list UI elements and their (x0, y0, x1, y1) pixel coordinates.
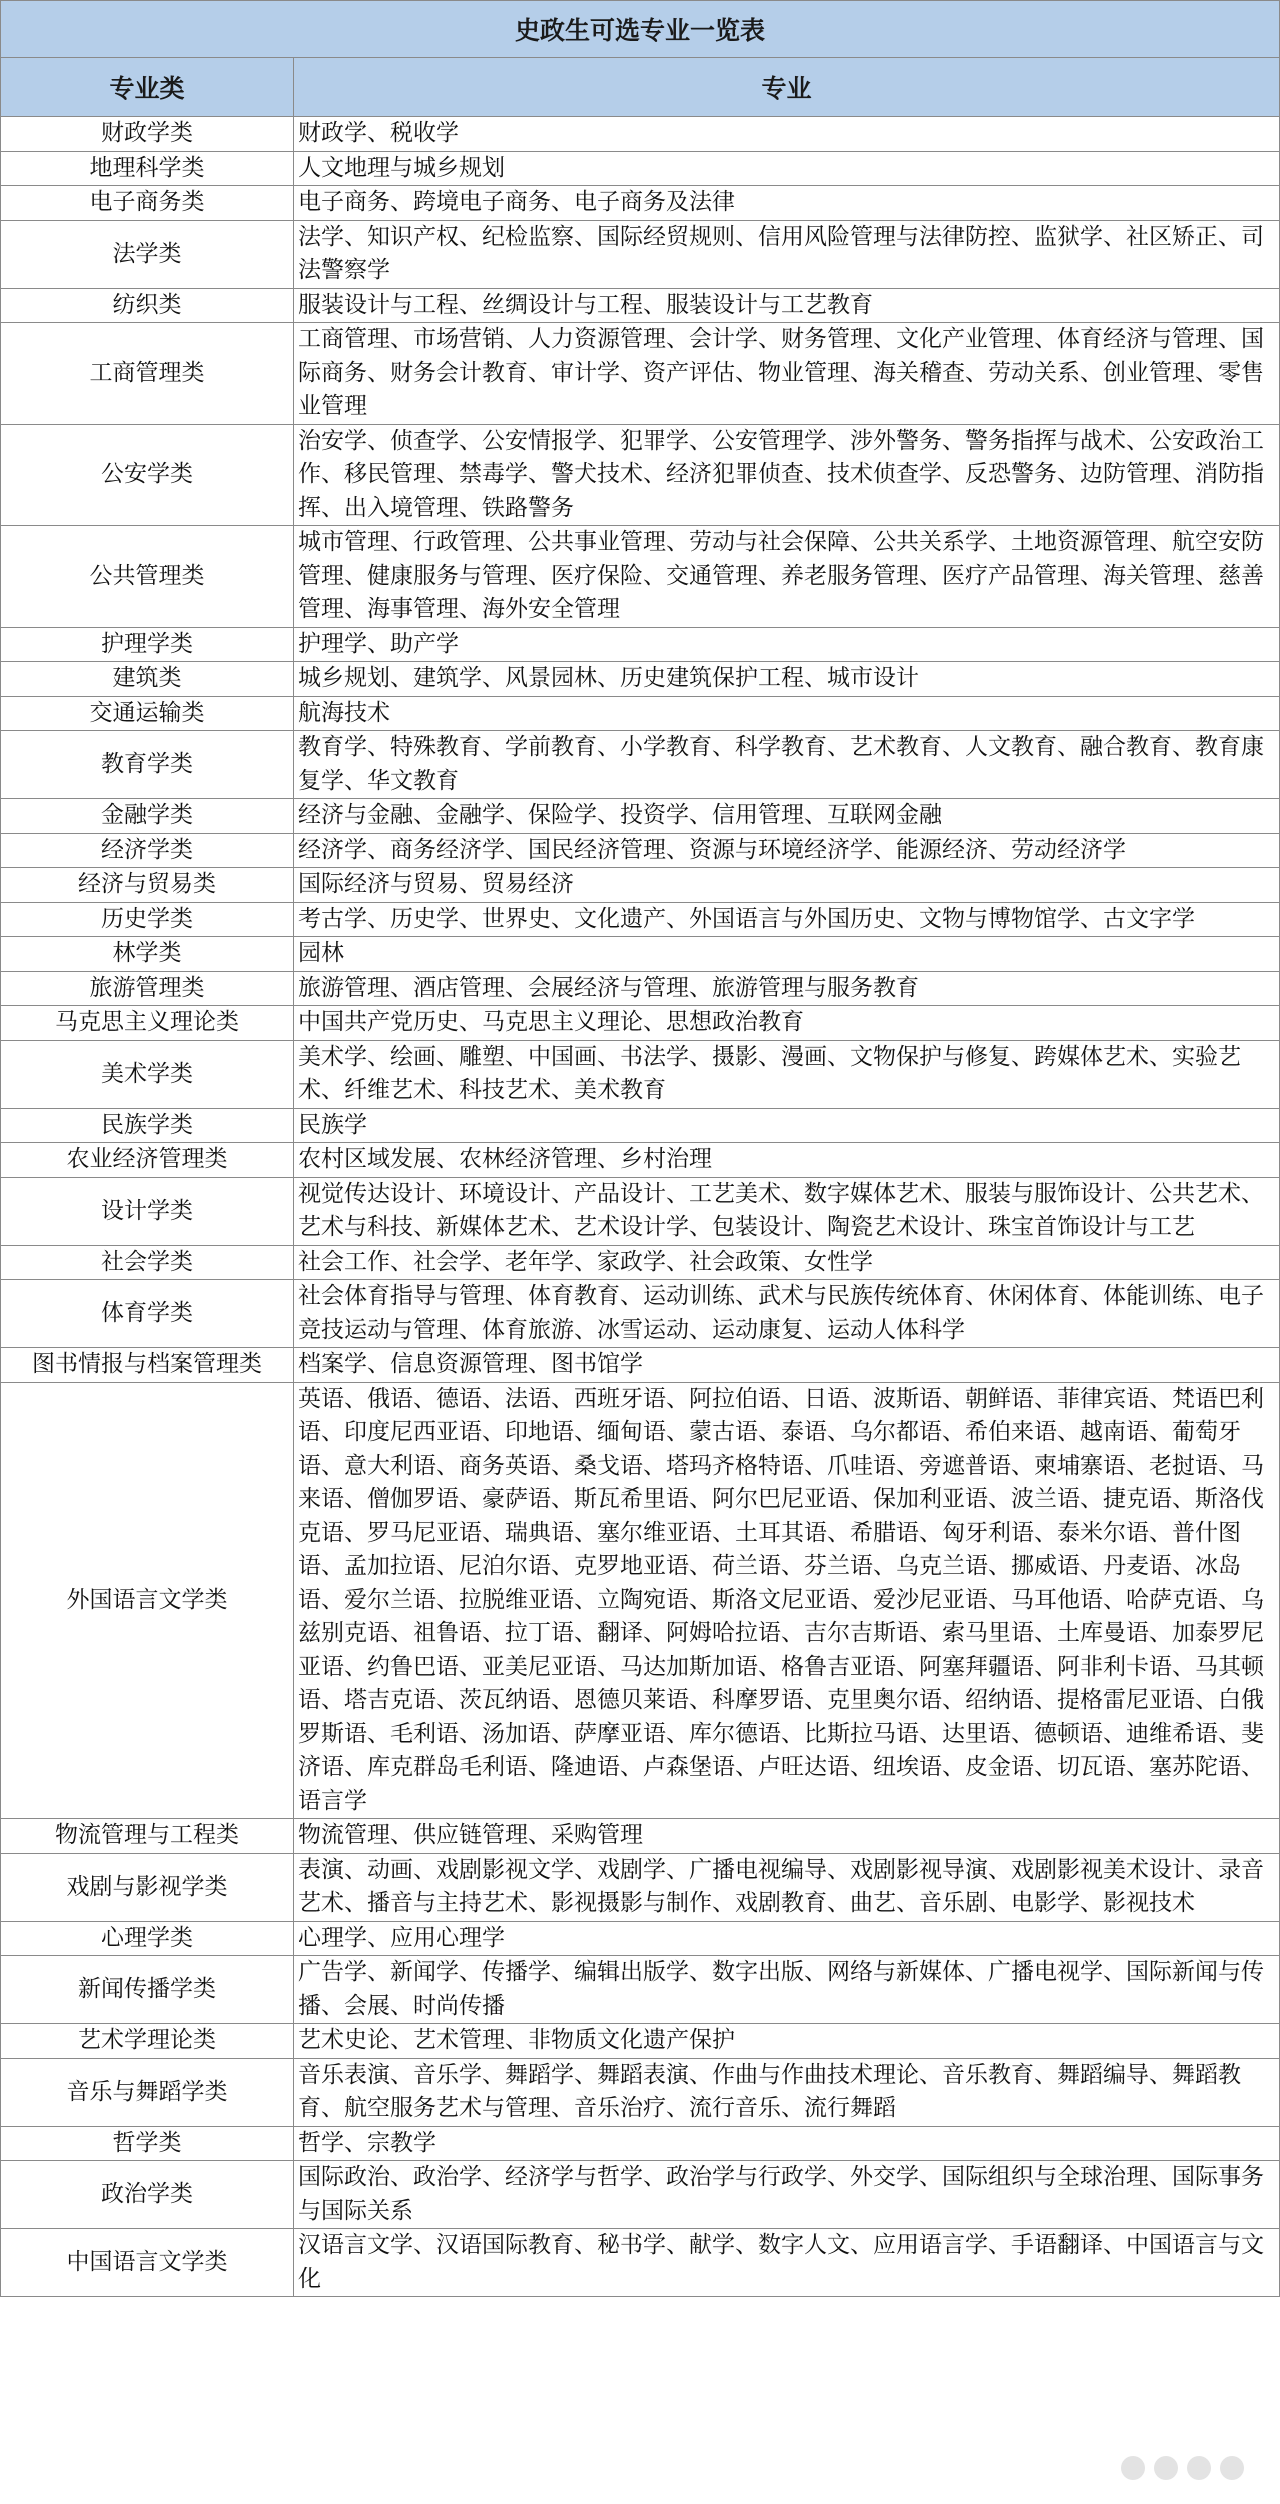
majors-cell: 档案学、信息资源管理、图书馆学 (294, 1348, 1280, 1383)
category-cell: 艺术学理论类 (1, 2024, 294, 2059)
majors-cell: 城乡规划、建筑学、风景园林、历史建筑保护工程、城市设计 (294, 662, 1280, 697)
table-row (1, 186, 1280, 221)
majors-cell: 美术学、绘画、雕塑、中国画、书法学、摄影、漫画、文物保护与修复、跨媒体艺术、实验艺术、纤维艺术、科技艺术、美术教育 (294, 1040, 1280, 1108)
table-row (1, 323, 1280, 425)
table-row (1, 799, 1280, 834)
table-row (1, 868, 1280, 903)
category-cell: 美术学类 (1, 1040, 294, 1108)
table-row (1, 2126, 1280, 2161)
category-cell: 图书情报与档案管理类 (1, 1348, 294, 1383)
category-cell: 音乐与舞蹈学类 (1, 2058, 294, 2126)
category-cell: 中国语言文学类 (1, 2229, 294, 2297)
header-row (1, 58, 1280, 117)
table-row (1, 151, 1280, 186)
majors-cell: 护理学、助产学 (294, 627, 1280, 662)
table-row (1, 526, 1280, 628)
table-row (1, 1819, 1280, 1854)
category-cell: 农业经济管理类 (1, 1143, 294, 1178)
majors-cell: 旅游管理、酒店管理、会展经济与管理、旅游管理与服务教育 (294, 971, 1280, 1006)
majors-cell: 音乐表演、音乐学、舞蹈学、舞蹈表演、作曲与作曲技术理论、音乐教育、舞蹈编导、舞蹈教育、航空服务艺术与管理、音乐治疗、流行音乐、流行舞蹈 (294, 2058, 1280, 2126)
majors-cell: 民族学 (294, 1108, 1280, 1143)
category-cell: 法学类 (1, 220, 294, 288)
category-cell: 经济学类 (1, 833, 294, 868)
majors-cell: 财政学、税收学 (294, 117, 1280, 152)
majors-cell: 航海技术 (294, 696, 1280, 731)
table-row (1, 2161, 1280, 2229)
header-majors: 专业 (294, 58, 1280, 117)
table-row (1, 1108, 1280, 1143)
majors-cell: 人文地理与城乡规划 (294, 151, 1280, 186)
category-cell: 哲学类 (1, 2126, 294, 2161)
table-row (1, 696, 1280, 731)
category-cell: 民族学类 (1, 1108, 294, 1143)
category-cell: 设计学类 (1, 1177, 294, 1245)
category-cell: 工商管理类 (1, 323, 294, 425)
majors-cell: 农村区域发展、农林经济管理、乡村治理 (294, 1143, 1280, 1178)
category-cell: 公安学类 (1, 424, 294, 526)
table-row (1, 2229, 1280, 2297)
majors-cell: 视觉传达设计、环境设计、产品设计、工艺美术、数字媒体艺术、服装与服饰设计、公共艺术、艺术与科技、新媒体艺术、艺术设计学、包装设计、陶瓷艺术设计、珠宝首饰设计与工艺 (294, 1177, 1280, 1245)
category-cell: 体育学类 (1, 1280, 294, 1348)
watermark-dot-icon (1220, 2456, 1244, 2480)
table-body (1, 117, 1280, 2297)
table-row (1, 731, 1280, 799)
table-row (1, 1177, 1280, 1245)
majors-cell: 社会体育指导与管理、体育教育、运动训练、武术与民族传统体育、休闲体育、体能训练、电子竞技运动与管理、体育旅游、冰雪运动、运动康复、运动人体科学 (294, 1280, 1280, 1348)
majors-cell: 表演、动画、戏剧影视文学、戏剧学、广播电视编导、戏剧影视导演、戏剧影视美术设计、录音艺术、播音与主持艺术、影视摄影与制作、戏剧教育、曲艺、音乐剧、电影学、影视技术 (294, 1853, 1280, 1921)
category-cell: 林学类 (1, 937, 294, 972)
majors-cell: 城市管理、行政管理、公共事业管理、劳动与社会保障、公共关系学、土地资源管理、航空安防管理、健康服务与管理、医疗保险、交通管理、养老服务管理、医疗产品管理、海关管理、慈善管理、海事管理、海外安全管理 (294, 526, 1280, 628)
table-row (1, 1382, 1280, 1819)
category-cell: 社会学类 (1, 1245, 294, 1280)
category-cell: 财政学类 (1, 117, 294, 152)
category-cell: 护理学类 (1, 627, 294, 662)
table-row (1, 117, 1280, 152)
watermark-dot-icon (1187, 2456, 1211, 2480)
table-row (1, 288, 1280, 323)
category-cell: 历史学类 (1, 902, 294, 937)
category-cell: 心理学类 (1, 1921, 294, 1956)
majors-cell: 英语、俄语、德语、法语、西班牙语、阿拉伯语、日语、波斯语、朝鲜语、菲律宾语、梵语巴利语、印度尼西亚语、印地语、缅甸语、蒙古语、泰语、乌尔都语、希伯来语、越南语、葡萄牙语、意大利语、商务英语、桑戈语、塔玛齐格特语、爪哇语、旁遮普语、柬埔寨语、老挝语、马来语、僧伽罗语、豪萨语、斯瓦希里语、阿尔巴尼亚语、保加利亚语、波兰语、捷克语、斯洛伐克语、罗马尼亚语、瑞典语、塞尔维亚语、土耳其语、希腊语、匈牙利语、泰米尔语、普什图语、孟加拉语、尼泊尔语、克罗地亚语、荷兰语、芬兰语、乌克兰语、挪威语、丹麦语、冰岛语、爱尔兰语、拉脱维亚语、立陶宛语、斯洛文尼亚语、爱沙尼亚语、马耳他语、哈萨克语、乌兹别克语、祖鲁语、拉丁语、翻译、阿姆哈拉语、吉尔吉斯语、索马里语、土库曼语、加泰罗尼亚语、约鲁巴语、亚美尼亚语、马达加斯加语、格鲁吉亚语、阿塞拜疆语、阿非利卡语、马其顿语、塔吉克语、茨瓦纳语、恩德贝莱语、科摩罗语、克里奥尔语、绍纳语、提格雷尼亚语、白俄罗斯语、毛利语、汤加语、萨摩亚语、库尔德语、比斯拉马语、达里语、德顿语、迪维希语、斐济语、库克群岛毛利语、隆迪语、卢森堡语、卢旺达语、纽埃语、皮金语、切瓦语、塞苏陀语、语言学 (294, 1382, 1280, 1819)
majors-cell: 工商管理、市场营销、人力资源管理、会计学、财务管理、文化产业管理、体育经济与管理、国际商务、财务会计教育、审计学、资产评估、物业管理、海关稽查、劳动关系、创业管理、零售业管理 (294, 323, 1280, 425)
table-row (1, 1921, 1280, 1956)
table-row (1, 2058, 1280, 2126)
table-row (1, 1006, 1280, 1041)
table-row (1, 2024, 1280, 2059)
category-cell: 交通运输类 (1, 696, 294, 731)
majors-cell: 教育学、特殊教育、学前教育、小学教育、科学教育、艺术教育、人文教育、融合教育、教育康复学、华文教育 (294, 731, 1280, 799)
title-row (1, 1, 1280, 58)
table-row (1, 1853, 1280, 1921)
majors-cell: 国际政治、政治学、经济学与哲学、政治学与行政学、外交学、国际组织与全球治理、国际事务与国际关系 (294, 2161, 1280, 2229)
category-cell: 电子商务类 (1, 186, 294, 221)
table-row (1, 833, 1280, 868)
table-row (1, 1956, 1280, 2024)
majors-cell: 广告学、新闻学、传播学、编辑出版学、数字出版、网络与新媒体、广播电视学、国际新闻与传播、会展、时尚传播 (294, 1956, 1280, 2024)
majors-cell: 服装设计与工程、丝绸设计与工程、服装设计与工艺教育 (294, 288, 1280, 323)
table-row (1, 424, 1280, 526)
header-category: 专业类 (1, 58, 294, 117)
majors-cell: 治安学、侦查学、公安情报学、犯罪学、公安管理学、涉外警务、警务指挥与战术、公安政治工作、移民管理、禁毒学、警犬技术、经济犯罪侦查、技术侦查学、反恐警务、边防管理、消防指挥、出入境管理、铁路警务 (294, 424, 1280, 526)
category-cell: 纺织类 (1, 288, 294, 323)
majors-cell: 国际经济与贸易、贸易经济 (294, 868, 1280, 903)
table-row (1, 1143, 1280, 1178)
table-title: 史政生可选专业一览表 (1, 1, 1280, 58)
majors-cell: 物流管理、供应链管理、采购管理 (294, 1819, 1280, 1854)
category-cell: 教育学类 (1, 731, 294, 799)
majors-cell: 心理学、应用心理学 (294, 1921, 1280, 1956)
majors-cell: 电子商务、跨境电子商务、电子商务及法律 (294, 186, 1280, 221)
majors-cell: 中国共产党历史、马克思主义理论、思想政治教育 (294, 1006, 1280, 1041)
watermark-dot-icon (1154, 2456, 1178, 2480)
table-row (1, 1245, 1280, 1280)
category-cell: 公共管理类 (1, 526, 294, 628)
majors-cell: 园林 (294, 937, 1280, 972)
table-row (1, 1348, 1280, 1383)
category-cell: 金融学类 (1, 799, 294, 834)
majors-cell: 社会工作、社会学、老年学、家政学、社会政策、女性学 (294, 1245, 1280, 1280)
table-row (1, 902, 1280, 937)
category-cell: 马克思主义理论类 (1, 1006, 294, 1041)
majors-cell: 汉语言文学、汉语国际教育、秘书学、献学、数字人文、应用语言学、手语翻译、中国语言与文化 (294, 2229, 1280, 2297)
watermark-dot-icon (1121, 2456, 1145, 2480)
table-row (1, 971, 1280, 1006)
table-row (1, 1040, 1280, 1108)
table-row (1, 627, 1280, 662)
category-cell: 戏剧与影视学类 (1, 1853, 294, 1921)
category-cell: 政治学类 (1, 2161, 294, 2229)
category-cell: 地理科学类 (1, 151, 294, 186)
majors-cell: 考古学、历史学、世界史、文化遗产、外国语言与外国历史、文物与博物馆学、古文字学 (294, 902, 1280, 937)
category-cell: 新闻传播学类 (1, 1956, 294, 2024)
table-row (1, 937, 1280, 972)
majors-cell: 哲学、宗教学 (294, 2126, 1280, 2161)
category-cell: 外国语言文学类 (1, 1382, 294, 1819)
majors-cell: 经济与金融、金融学、保险学、投资学、信用管理、互联网金融 (294, 799, 1280, 834)
table-row (1, 220, 1280, 288)
table-row (1, 662, 1280, 697)
majors-cell: 艺术史论、艺术管理、非物质文化遗产保护 (294, 2024, 1280, 2059)
category-cell: 经济与贸易类 (1, 868, 294, 903)
majors-cell: 法学、知识产权、纪检监察、国际经贸规则、信用风险管理与法律防控、监狱学、社区矫正、司法警察学 (294, 220, 1280, 288)
category-cell: 物流管理与工程类 (1, 1819, 294, 1854)
majors-cell: 经济学、商务经济学、国民经济管理、资源与环境经济学、能源经济、劳动经济学 (294, 833, 1280, 868)
category-cell: 旅游管理类 (1, 971, 294, 1006)
table-row (1, 1280, 1280, 1348)
watermark (1121, 2456, 1244, 2480)
category-cell: 建筑类 (1, 662, 294, 697)
